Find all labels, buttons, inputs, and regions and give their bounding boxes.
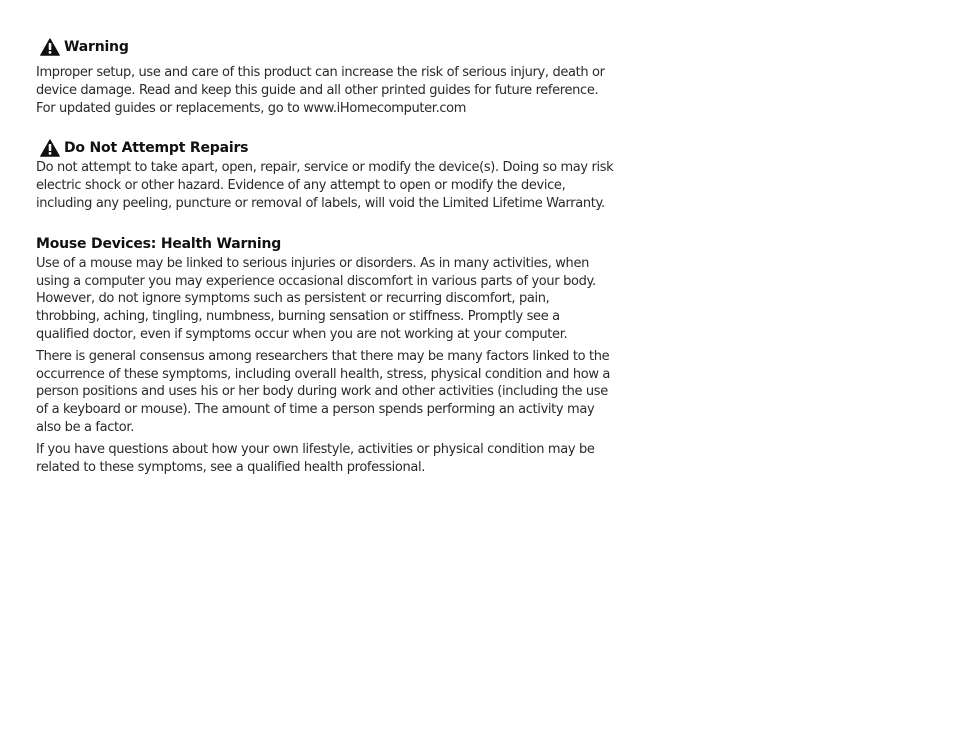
repairs-section	[36, 139, 616, 212]
mouse-health-title: Mouse Devices: Health Warning	[36, 235, 282, 252]
document-page	[36, 38, 616, 476]
repairs-title: Do Not Attempt Repairs	[64, 140, 249, 157]
warning-triangle-icon	[40, 139, 60, 157]
mouse-health-paragraph-1: Use of a mouse may be linked to serious injuries or disorders. As in many activities, when using a computer you may experience occasional discomfort in various parts of your body. However, do not ignore symptoms such as persistent or recurring discomfort, pain, throbbing, aching, tingling, numbness, burning sensation or stiffness. Promptly see a qualified doctor, even if symptoms occur when you are not working at your computer.	[36, 255, 596, 342]
warning-heading	[36, 38, 616, 56]
repairs-paragraph: Do not attempt to take apart, open, repair, service or modify the device(s). Doing so may risk electric shock or other hazard. Evidence of any attempt to open or modify the device, including any peeling, puncture or removal of labels, will void the Limited Lifetime Warranty.	[36, 160, 614, 211]
warning-section	[36, 38, 616, 117]
warning-paragraph: Improper setup, use and care of this product can increase the risk of serious injury, death or device damage. Read and keep this guide and all other printed guides for future reference. For updated guides or replacements, go to www.iHomecomputer.com	[36, 65, 605, 116]
warning-triangle-icon	[40, 38, 60, 56]
mouse-health-section	[36, 235, 616, 477]
warning-title: Warning	[64, 39, 129, 55]
mouse-health-paragraph-2: There is general consensus among researchers that there may be many factors linked to the occurrence of these symptoms, including overall health, stress, physical condition and how a person positions and uses his or her body during work and other activities (including the use of a keyboard or mouse). The amount of time a person spends performing an activity may also be a factor.	[36, 348, 610, 435]
repairs-heading	[36, 139, 616, 157]
mouse-health-heading	[36, 235, 616, 253]
mouse-health-paragraph-3: If you have questions about how your own lifestyle, activities or physical condition may be related to these symptoms, see a qualified health professional.	[36, 441, 595, 475]
